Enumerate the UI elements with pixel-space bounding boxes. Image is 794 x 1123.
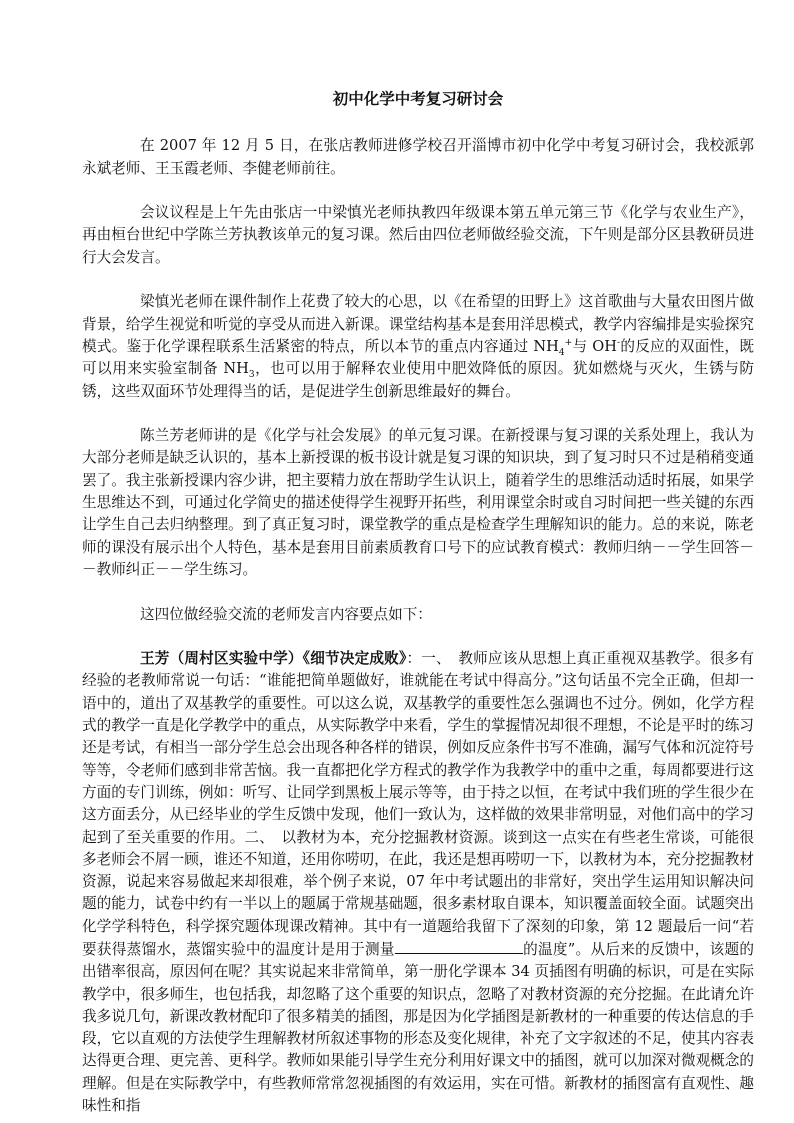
subscript: 4	[558, 347, 565, 358]
superscript: -	[616, 338, 621, 349]
speaker-heading: 王芳（周村区实验中学）《细节决定成败》	[140, 650, 407, 668]
text-segment: ：一、 教师应该从思想上真正重视双基教学。很多有经验的老教师常说一句话：“谁能把简单题做好，谁就能在考试中得高分。”这句话虽不完全正确，但却一语中的，道出了双基教学的重要性。可以这么说，双基教学的重要性怎么强调也不过分。例如，化学方程式的教学一直是化学教学中的重点，从实际教学中来看，学生的掌握情况却很不理想，不论是平时的练习还是考试，有相当一部分学生总会出现各种各样的错误，例如反应条件书写不准确，漏写气体和沉淀符号等等，令老师们感到非常苦恼。我一直都把化学方程式的教学作为我教学中的重中之重，每周都要进行这方面的专门训练，例如：听写、让同学到黑板上展示等等，由于持之以恒，在考试中我们班的学生很少在这方面丢分，从已经毕业的学生反馈中发现，他们一致认为，这样做的效果非常明显，对他们高中的学习起到了至关重要的作用。二、 以教材为本，充分挖掘教材资源。谈到这一点实在有些老生常谈，可能很多老师会不屑一顾，谁还不知道，还用你唠叨，在此，我还是想再唠叨一下，以教材为本，充分挖掘教材资源，说起来容易做起来却很难，举个例子来说，07 年中考试题出的非常好，突出学生运用知识解决问题的能力，试卷中约有一半以上的题属于常规基础题，很多素材取自课本，知识覆盖面较全面。试题突出化学学科特色，科学探究题体现课改精神。其中有一道题给我留下了深刻的印象，第 12 题最后一问“若要获得蒸馏水，蒸馏实验中的温度计是用于测量	[82, 650, 754, 958]
document-page	[82, 88, 754, 1117]
superscript: +	[564, 338, 573, 349]
text-segment: 的温度”。从后来的反馈中，该题的出错率很高，原因何在呢？其实说起来非常简单，第一册化学课本 34 页插图有明确的标识，可是在实际教学中，很多师生，也包括我，却忽略了这个重要的知识点，忽略了对教材资源的充分挖掘。在此请允许我多说几句，新课改教材配印了很多精美的插图，那是因为化学插图是新教材的一种重要的传达信息的手段，它以直观的方法使学生理解教材所叙述事物的形态及变化规律，补充了文字叙述的不足，使其内容表达得更合理、更完善、更科学。教师如果能引导学生充分利用好课文中的插图，就可以加深对微观概念的理解。但是在实际教学中，有些教师常常忽视插图的有效运用，实在可惜。新教材的插图富有直观性、趣味性和指	[82, 940, 754, 1115]
text-segment: 梁慎光老师在课件制作上花费了较大的心思，以《在希望的田野上》这首歌曲与大量农田图片做背景，给学生视觉和听觉的享受从而进入新课。课堂结构基本是套用洋思模式，教学内容编排是实验探究模式。鉴于化学课程联系生活紧密的特点，所以本节的重点内容通过 NH	[82, 293, 754, 355]
document-title: 初中化学中考复习研讨会	[332, 89, 504, 108]
paragraph-liang-lesson	[82, 291, 754, 402]
subscript: 3	[248, 370, 255, 381]
paragraph-agenda: 会议议程是上午先由张店一中梁慎光老师执教四年级课本第五单元第三节《化学与农业生产》，再由桓台世纪中学陈兰芳执教该单元的复习课。然后由四位老师做经验交流，下午则是部分区县教研员进行大会发言。	[82, 204, 754, 266]
fill-in-blank	[395, 938, 523, 954]
paragraph-intro-speakers: 这四位做经验交流的老师发言内容要点如下：	[140, 605, 432, 623]
paragraph-wang-fang	[82, 648, 754, 1117]
text-segment: 与 OH	[572, 337, 617, 355]
text-segment: 的反应的双面性，既可以用来实验室制备 NH	[82, 337, 754, 378]
paragraph-meeting-info: 在 2007 年 12 月 5 日，在张店教师进修学校召开淄博市初中化学中考复习研讨会，我校派郭永斌老师、王玉霞老师、李健老师前往。	[82, 137, 754, 177]
paragraph-chen-lesson: 陈兰芳老师讲的是《化学与社会发展》的单元复习课。在新授课与复习课的关系处理上，我认为大部分老师是缺乏认识的，基本上新授课的板书设计就是复习课的知识块，到了复习时只不过是稍稍变通罢了。我主张新授课内容少讲，把主要精力放在帮助学生认识上，随着学生的思维活动适时拓展，如果学生思维达不到，可通过化学简史的描述使得学生视野开拓些，利用课堂余时或自习时间把一些关键的东西让学生自己去归纳整理。到了真正复习时，课堂教学的重点是检查学生理解知识的能力。总的来说，陈老师的课没有展示出个人特色，基本是套用目前素质教育口号下的应试教育模式：教师归纳－－学生回答－－教师纠正－－学生练习。	[82, 427, 754, 578]
text-segment: ，也可以用于解释农业使用中肥效降低的原因。犹如燃烧与灭火，生锈与防锈，这些双面环节处理得当的话，是促进学生创新思维最好的舞台。	[82, 360, 754, 400]
